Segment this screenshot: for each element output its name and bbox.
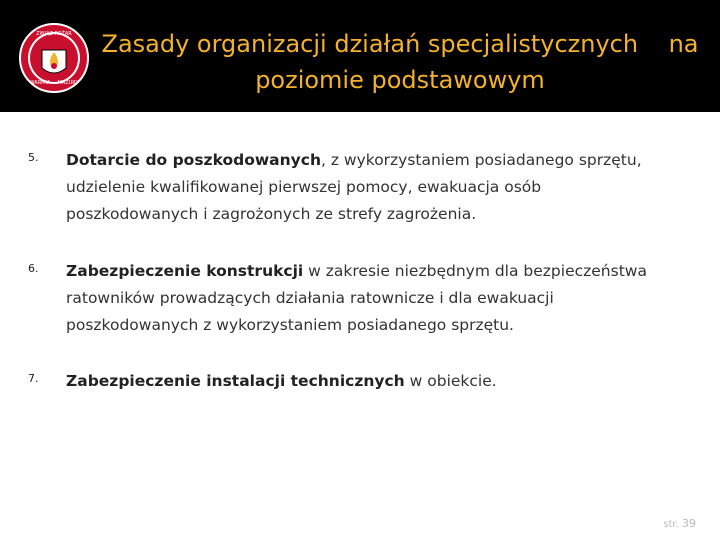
list-item-text xyxy=(66,368,666,395)
slide-title-line1: Zasady organizacji działań specjalistycznych na xyxy=(101,30,699,58)
slide-title-line2: poziomie podstawowym xyxy=(255,66,545,94)
list-item-rest: w obiekcie. xyxy=(404,372,497,390)
list-item-rest: w zakresie niezbędnym dla bezpieczeństwa ratowników prowadzących działania ratownicze i dla ewakuacji poszkodowanych z wykorzystaniem posiadanego sprzętu. xyxy=(66,262,647,334)
list-item-text xyxy=(66,258,666,339)
list-item-number: 6. xyxy=(28,262,39,275)
list-item-bold: Zabezpieczenie instalacji technicznych xyxy=(66,372,405,390)
list-item-bold: Zabezpieczenie konstrukcji xyxy=(66,262,304,280)
logo-text-right: MAZURY xyxy=(57,80,79,86)
logo-text-top: ZWIĄZ POŻAR xyxy=(36,31,72,37)
list-item-bold: Dotarcie do poszkodowanych xyxy=(66,151,321,169)
list-item-rest: , z wykorzystaniem posiadanego sprzętu, udzielenie kwalifikowanej pierwszej pomocy, ewakuacja osób poszkodowanych i zagrożonych ze strefy zagrożenia. xyxy=(66,151,642,223)
page-number xyxy=(663,517,696,530)
page-number-value: 39 xyxy=(682,517,696,530)
list-item-number: 5. xyxy=(28,151,39,164)
logo-text-left: WARMIA xyxy=(29,80,51,86)
header-bar xyxy=(0,0,720,112)
slide-title xyxy=(100,26,700,98)
list-item-number: 7. xyxy=(28,372,39,385)
page-number-prefix: str. xyxy=(663,519,679,530)
fire-brigade-emblem-icon xyxy=(18,22,90,94)
list-item-text xyxy=(66,147,666,228)
